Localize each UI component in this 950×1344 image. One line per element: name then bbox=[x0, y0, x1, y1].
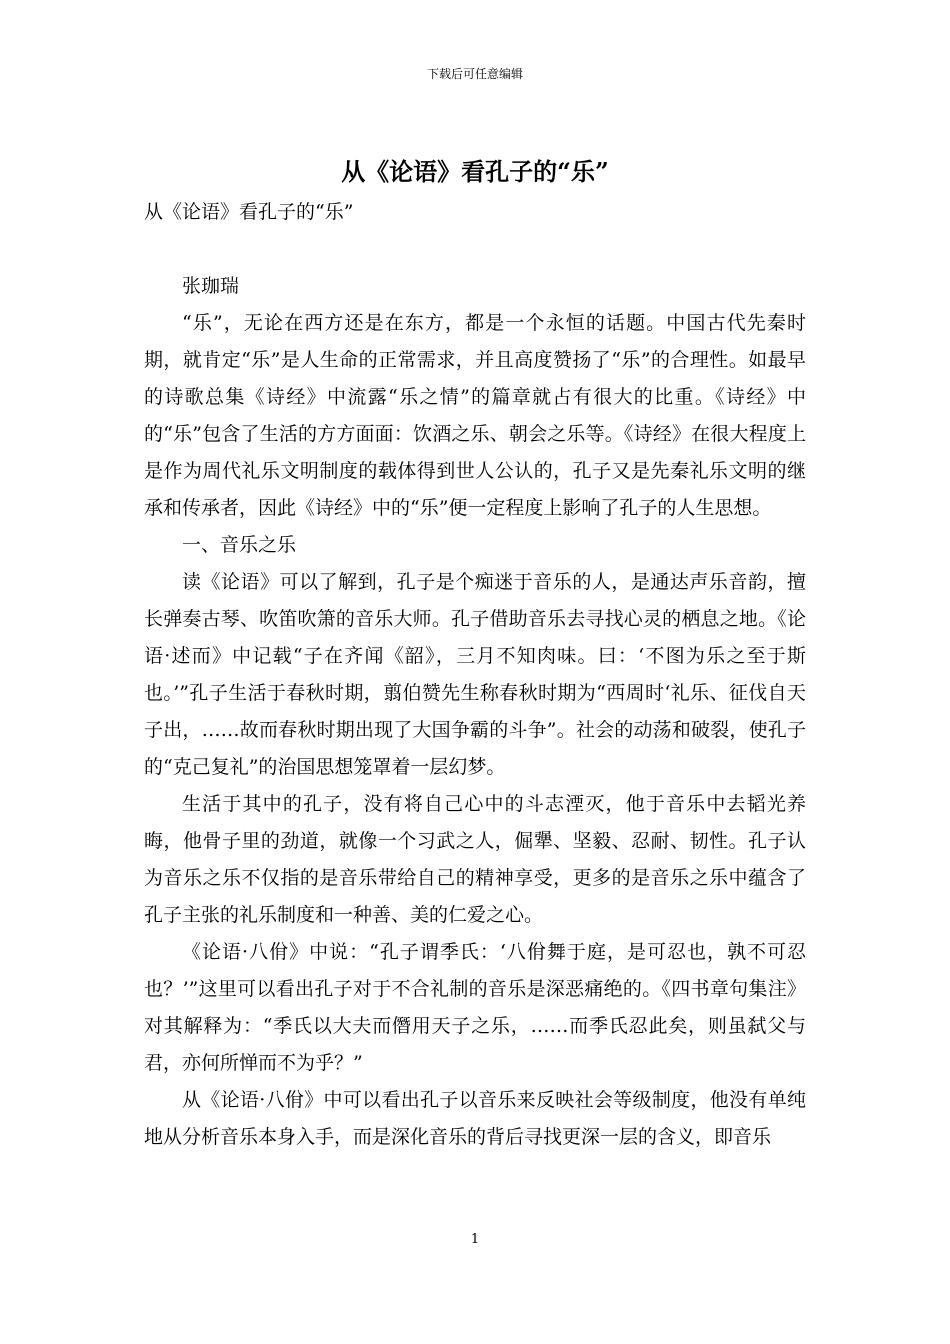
paragraph: 生活于其中的孔子，没有将自己心中的斗志湮灭，他于音乐中去韬光养晦，他骨子里的劲道，就像一个习武之人，倔犟、坚毅、忍耐、韧性。孔子认为音乐之乐不仅指的是音乐带给自己的精神享受，更多的是音乐之乐中蕴含了孔子主张的礼乐制度和一种善、美的仁爱之心。 bbox=[144, 793, 806, 926]
paragraph: 读《论语》可以了解到，孔子是个痴迷于音乐的人，是通达声乐音韵，擅长弹奏古琴、吹笛吹箫的音乐大师。孔子借助音乐去寻找心灵的栖息之地。《论语·述而》中记载“子在齐闻《韶》，三月不知肉味。曰：‘不图为乐之至于斯也。’”孔子生活于春秋时期，翦伯赞先生称春秋时期为“西周时‘礼乐、征伐自天子出，……故而春秋时期出现了大国争霸的斗争”。社会的动荡和破裂，使孔子的“克己复礼”的治国思想笼罩着一层幻梦。 bbox=[144, 571, 806, 778]
document-body bbox=[144, 194, 806, 1156]
blank-line bbox=[144, 231, 806, 268]
author-name: 张珈瑞 bbox=[182, 275, 240, 297]
page-number: 1 bbox=[470, 1232, 480, 1247]
paragraph-intro: “乐”，无论在西方还是在东方，都是一个永恒的话题。中国古代先秦时期，就肯定“乐”是人生命的正常需求，并且高度赞扬了“乐”的合理性。如最早的诗歌总集《诗经》中流露“乐之情”的篇章就占有很大的比重。《诗经》中的“乐”包含了生活的方方面面：饮酒之乐、朝会之乐等。《诗经》在很大程度上是作为周代礼乐文明制度的载体得到世人公认的，孔子又是先秦礼乐文明的继承和传承者，因此《诗经》中的“乐”便一定程度上影响了孔子的人生思想。 bbox=[144, 312, 806, 519]
paragraph: 从《论语·八佾》中可以看出孔子以音乐来反映社会等级制度，他没有单纯地从分析音乐本身入手，而是深化音乐的背后寻找更深一层的含义，即音乐 bbox=[144, 1089, 806, 1148]
document-title: 从《论语》看孔子的“乐” bbox=[341, 157, 609, 186]
page-header: 下载后可任意编辑 bbox=[426, 67, 523, 81]
section-heading: 一、音乐之乐 bbox=[182, 534, 297, 556]
paragraph: 《论语·八佾》中说：“孔子谓季氏：‘八佾舞于庭，是可忍也，孰不可忍也？’”这里可以看出孔子对于不合礼制的音乐是深恶痛绝的。《四书章句集注》对其解释为：“季氏以大夫而僭用天子之乐，……而季氏忍此矣，则虽弑父与君，亦何所惮而不为乎？” bbox=[144, 941, 806, 1074]
document-subtitle: 从《论语》看孔子的“乐” bbox=[144, 201, 354, 223]
